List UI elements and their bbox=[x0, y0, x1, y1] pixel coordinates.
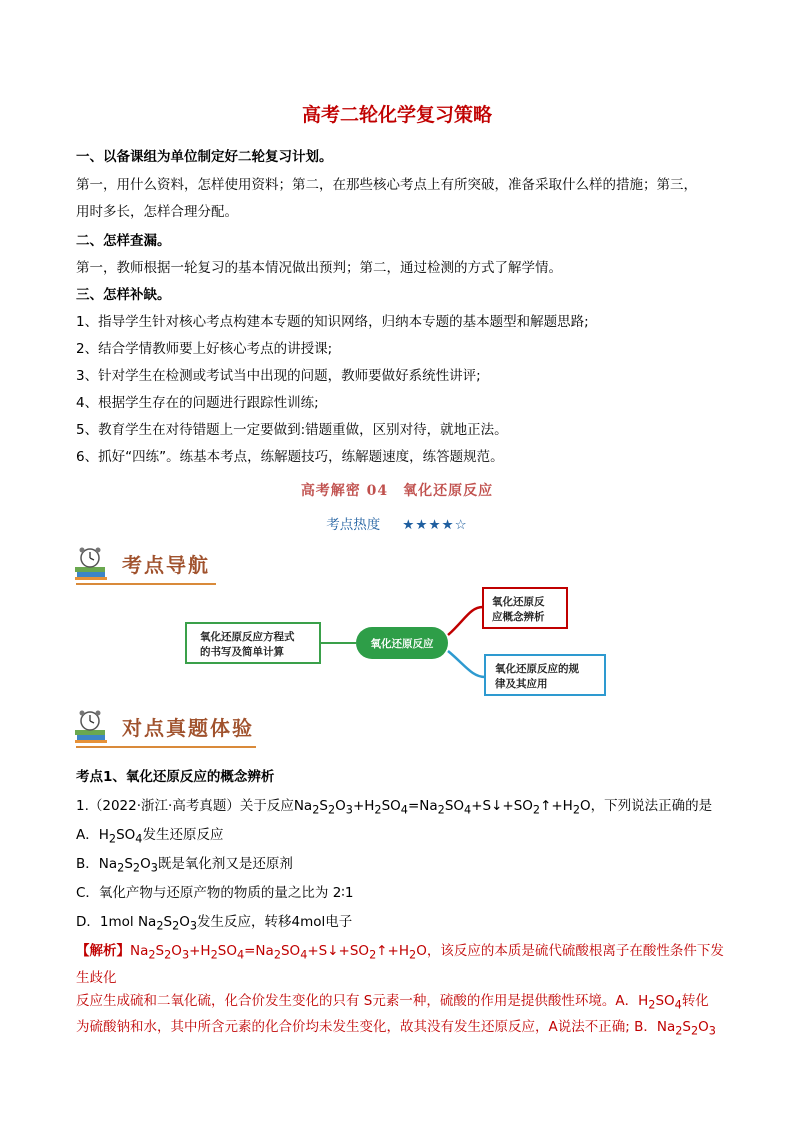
mindmap-left-line2: 的书写及简单计算 bbox=[200, 646, 284, 658]
page-title: 高考二轮化学复习策略 bbox=[301, 104, 492, 126]
mindmap-bottom-right-line2: 律及其应用 bbox=[495, 678, 548, 690]
alarm-clock-icon bbox=[74, 710, 112, 744]
mindmap-top-right-line2: 应概念辨析 bbox=[492, 611, 545, 623]
heading-2: 二、怎样查漏。 bbox=[76, 233, 171, 249]
analysis-line-2: 反应生成硫和二氧化硫，化合价发生变化的只有 S元素一种，硫酸的作用是提供酸性环境。A．$H_2SO_4$转化 bbox=[76, 992, 709, 1012]
mindmap-top-right-line1: 氧化还原反 bbox=[492, 596, 545, 608]
banner-nav bbox=[74, 545, 224, 585]
list-item: 6、抓好“四练”。练基本考点，练解题技巧，练解题速度，练答题规范。 bbox=[76, 449, 504, 465]
analysis-line-1: 【解析】$Na_2S_2O_3+H_2SO_4=Na_2SO_4+S↓+SO_2↑+H_2O$，该反应的本质是硫代硫酸根离子在酸性条件下发生歧化 bbox=[76, 943, 724, 986]
star-rating-icon: ★★★★☆ bbox=[402, 517, 468, 533]
option-a: A．$H_2SO_4$发生还原反应 bbox=[76, 827, 224, 846]
mindmap-bottom-right-line1: 氧化还原反应的规 bbox=[495, 663, 579, 675]
list-item: 4、根据学生存在的问题进行跟踪性训练; bbox=[76, 395, 319, 411]
option-b: B．$Na_2S_2O_3$既是氧化剂又是还原剂 bbox=[76, 856, 293, 875]
banner-underline bbox=[76, 746, 256, 748]
question-stem: 1.（2022·浙江·高考真题）关于反应$Na_2S_2O_3+H_2SO_4=Na_2SO_4+S↓+SO_2↑+H_2O$，下列说法正确的是 bbox=[76, 798, 713, 817]
banner-exp-text: 对点真题体验 bbox=[122, 716, 254, 740]
paragraph-1b: 用时多长，怎样合理分配。 bbox=[76, 204, 238, 220]
analysis-line-3: 为硫酸钠和水，其中所含元素的化合价均未发生变化，故其没有发生还原反应，A说法不正确; B．$Na_2S_2O_3$ bbox=[76, 1019, 716, 1039]
heading-3: 三、怎样补缺。 bbox=[76, 287, 171, 303]
paragraph-1a: 第一，用什么资料，怎样使用资料；第二，在那些核心考点上有所突破，准备采取什么样的措施；第三， bbox=[76, 177, 697, 193]
mindmap-center-label: 氧化还原反应 bbox=[370, 638, 434, 650]
list-item: 5、教育学生在对待错题上一定要做到:错题重做，区别对待，就地正法。 bbox=[76, 422, 508, 438]
analysis-label: 【解析】 bbox=[76, 943, 130, 959]
question-section-heading: 考点1、氧化还原反应的概念辨析 bbox=[76, 769, 275, 785]
option-c: C．氧化产物与还原产物的物质的量之比为 2∶1 bbox=[76, 885, 354, 901]
option-d: D．1mol $Na_2S_2O_3$发生反应，转移4mol电子 bbox=[76, 914, 353, 933]
heat-rating bbox=[0, 513, 794, 533]
alarm-clock-icon bbox=[74, 547, 112, 581]
mind-map bbox=[180, 585, 610, 700]
list-item: 3、针对学生在检测或考试当中出现的问题，教师要做好系统性讲评; bbox=[76, 368, 481, 384]
heat-label: 考点热度 bbox=[326, 517, 381, 533]
banner-exp bbox=[74, 708, 264, 748]
list-item: 1、指导学生针对核心考点构建本专题的知识网络，归纳本专题的基本题型和解题思路; bbox=[76, 314, 589, 330]
list-item: 2、结合学情教师要上好核心考点的讲授课; bbox=[76, 341, 333, 357]
heading-1: 一、以备课组为单位制定好二轮复习计划。 bbox=[76, 149, 333, 165]
analysis-paragraph bbox=[76, 940, 726, 1043]
paragraph-2: 第一，教师根据一轮复习的基本情况做出预判；第二，通过检测的方式了解学情。 bbox=[76, 260, 562, 276]
banner-nav-text: 考点导航 bbox=[122, 553, 210, 577]
section-subtitle: 高考解密 04 氧化还原反应 bbox=[300, 483, 494, 499]
mindmap-left-line1: 氧化还原反应方程式 bbox=[200, 631, 295, 643]
